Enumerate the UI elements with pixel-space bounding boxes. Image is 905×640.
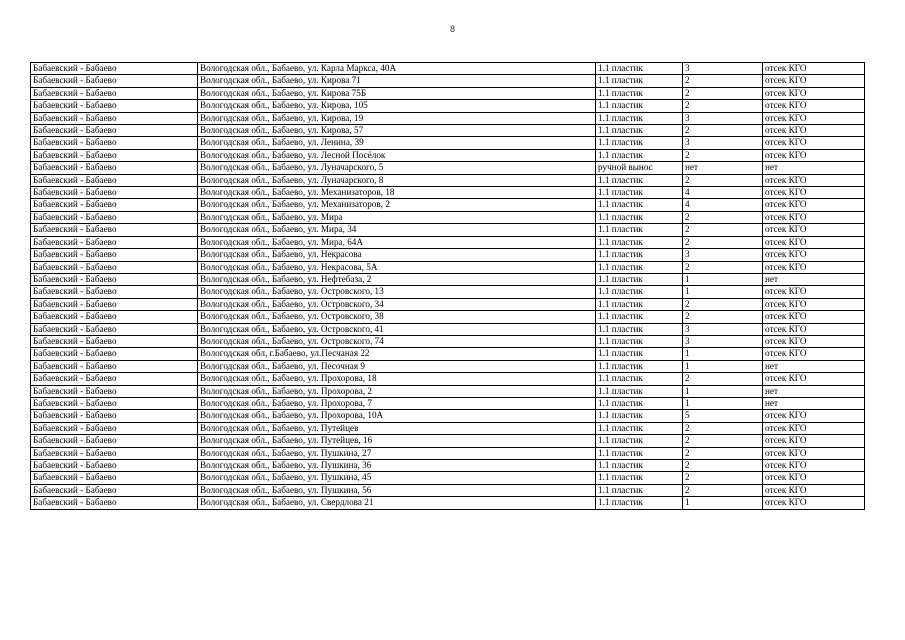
district-cell: Бабаевский - Бабаево — [31, 87, 198, 99]
table-row — [31, 187, 865, 199]
container-count-cell: 2 — [683, 224, 763, 236]
container-count-cell: 2 — [683, 100, 763, 112]
district-cell: Бабаевский - Бабаево — [31, 447, 198, 459]
compartment-cell: отсек КГО — [763, 323, 865, 335]
table-row — [31, 323, 865, 335]
container-type-cell: 1.1 пластик — [596, 236, 683, 248]
container-type-cell: 1.1 пластик — [596, 63, 683, 75]
address-cell: Вологодская обл., Бабаево, ул. Мира, 34 — [198, 224, 596, 236]
container-count-cell: 1 — [683, 385, 763, 397]
district-cell: Бабаевский - Бабаево — [31, 261, 198, 273]
container-type-cell: 1.1 пластик — [596, 435, 683, 447]
compartment-cell: отсек КГО — [763, 211, 865, 223]
container-count-cell: 5 — [683, 410, 763, 422]
container-type-cell: 1.1 пластик — [596, 125, 683, 137]
compartment-cell: отсек КГО — [763, 348, 865, 360]
container-type-cell: 1.1 пластик — [596, 335, 683, 347]
table-row — [31, 211, 865, 223]
address-cell: Вологодская обл., Бабаево, ул. Островского, 38 — [198, 311, 596, 323]
table-row — [31, 286, 865, 298]
table-row — [31, 497, 865, 509]
compartment-cell: отсек КГО — [763, 447, 865, 459]
table-row — [31, 149, 865, 161]
container-count-cell: 1 — [683, 397, 763, 409]
address-cell: Вологодская обл., Бабаево, ул. Прохорова, 7 — [198, 397, 596, 409]
container-type-cell: 1.1 пластик — [596, 261, 683, 273]
address-cell: Вологодская обл., Бабаево, ул. Островского, 13 — [198, 286, 596, 298]
district-cell: Бабаевский - Бабаево — [31, 484, 198, 496]
district-cell: Бабаевский - Бабаево — [31, 360, 198, 372]
compartment-cell: отсек КГО — [763, 472, 865, 484]
table-row — [31, 249, 865, 261]
address-cell: Вологодская обл., Бабаево, ул. Кирова 75Б — [198, 87, 596, 99]
district-cell: Бабаевский - Бабаево — [31, 63, 198, 75]
container-type-cell: 1.1 пластик — [596, 273, 683, 285]
container-type-cell: 1.1 пластик — [596, 472, 683, 484]
compartment-cell: отсек КГО — [763, 125, 865, 137]
compartment-cell: отсек КГО — [763, 497, 865, 509]
compartment-cell: отсек КГО — [763, 187, 865, 199]
table-row — [31, 460, 865, 472]
container-count-cell: 2 — [683, 447, 763, 459]
container-type-cell: 1.1 пластик — [596, 249, 683, 261]
container-count-cell: 4 — [683, 187, 763, 199]
district-cell: Бабаевский - Бабаево — [31, 125, 198, 137]
compartment-cell: отсек КГО — [763, 484, 865, 496]
district-cell: Бабаевский - Бабаево — [31, 373, 198, 385]
table-row — [31, 472, 865, 484]
container-count-cell: 1 — [683, 497, 763, 509]
container-count-cell: 1 — [683, 360, 763, 372]
container-type-cell: 1.1 пластик — [596, 311, 683, 323]
table-row — [31, 435, 865, 447]
district-cell: Бабаевский - Бабаево — [31, 472, 198, 484]
container-type-cell: 1.1 пластик — [596, 298, 683, 310]
container-type-cell: 1.1 пластик — [596, 410, 683, 422]
district-cell: Бабаевский - Бабаево — [31, 187, 198, 199]
district-cell: Бабаевский - Бабаево — [31, 224, 198, 236]
district-cell: Бабаевский - Бабаево — [31, 422, 198, 434]
table-row — [31, 373, 865, 385]
container-type-cell: 1.1 пластик — [596, 100, 683, 112]
compartment-cell: отсек КГО — [763, 460, 865, 472]
container-type-cell: 1.1 пластик — [596, 211, 683, 223]
compartment-cell: отсек КГО — [763, 87, 865, 99]
address-cell: Вологодская обл., Бабаево, ул. Путейцев — [198, 422, 596, 434]
compartment-cell: отсек КГО — [763, 311, 865, 323]
district-cell: Бабаевский - Бабаево — [31, 497, 198, 509]
address-cell: Вологодская обл., Бабаево, ул. Механизаторов, 2 — [198, 199, 596, 211]
table-row — [31, 422, 865, 434]
table-row — [31, 63, 865, 75]
district-cell: Бабаевский - Бабаево — [31, 323, 198, 335]
address-cell: Вологодская обл., Бабаево, ул. Прохорова, 2 — [198, 385, 596, 397]
table-row — [31, 112, 865, 124]
container-type-cell: 1.1 пластик — [596, 360, 683, 372]
compartment-cell: отсек КГО — [763, 137, 865, 149]
container-type-cell: 1.1 пластик — [596, 137, 683, 149]
container-type-cell: 1.1 пластик — [596, 75, 683, 87]
table-row — [31, 447, 865, 459]
container-count-cell: 2 — [683, 125, 763, 137]
container-type-cell: ручной вынос — [596, 162, 683, 174]
compartment-cell: отсек КГО — [763, 100, 865, 112]
address-cell: Вологодская обл., Бабаево, ул. Луначарского, 8 — [198, 174, 596, 186]
compartment-cell: отсек КГО — [763, 286, 865, 298]
address-cell: Вологодская обл., Бабаево, ул. Мира — [198, 211, 596, 223]
address-cell: Вологодская обл., Бабаево, ул. Свердлова 21 — [198, 497, 596, 509]
container-count-cell: 2 — [683, 484, 763, 496]
address-cell: Вологодская обл., Бабаево, ул. Лесной Посёлок — [198, 149, 596, 161]
compartment-cell: отсек КГО — [763, 410, 865, 422]
compartment-cell: нет — [763, 385, 865, 397]
container-count-cell: 2 — [683, 261, 763, 273]
district-cell: Бабаевский - Бабаево — [31, 348, 198, 360]
compartment-cell: отсек КГО — [763, 298, 865, 310]
container-type-cell: 1.1 пластик — [596, 422, 683, 434]
container-type-cell: 1.1 пластик — [596, 397, 683, 409]
district-cell: Бабаевский - Бабаево — [31, 100, 198, 112]
district-cell: Бабаевский - Бабаево — [31, 162, 198, 174]
address-cell: Вологодская обл., Бабаево, ул. Островского, 41 — [198, 323, 596, 335]
district-cell: Бабаевский - Бабаево — [31, 199, 198, 211]
address-cell: Вологодская обл., Бабаево, ул. Кирова 71 — [198, 75, 596, 87]
address-cell: Вологодская обл., Бабаево, ул. Островского, 74 — [198, 335, 596, 347]
address-cell: Вологодская обл., Бабаево, ул. Кирова, 105 — [198, 100, 596, 112]
compartment-cell: отсек КГО — [763, 435, 865, 447]
table-row — [31, 261, 865, 273]
compartment-cell: отсек КГО — [763, 249, 865, 261]
container-count-cell: 2 — [683, 422, 763, 434]
district-cell: Бабаевский - Бабаево — [31, 435, 198, 447]
table-row — [31, 410, 865, 422]
district-cell: Бабаевский - Бабаево — [31, 149, 198, 161]
district-cell: Бабаевский - Бабаево — [31, 137, 198, 149]
table-row — [31, 125, 865, 137]
address-cell: Вологодская обл., Бабаево, ул. Карла Маркса, 40А — [198, 63, 596, 75]
table-row — [31, 199, 865, 211]
container-type-cell: 1.1 пластик — [596, 484, 683, 496]
table-row — [31, 137, 865, 149]
compartment-cell: нет — [763, 360, 865, 372]
table-row — [31, 273, 865, 285]
container-count-cell: 2 — [683, 149, 763, 161]
table-row — [31, 298, 865, 310]
container-type-cell: 1.1 пластик — [596, 385, 683, 397]
address-table — [30, 62, 865, 510]
district-cell: Бабаевский - Бабаево — [31, 112, 198, 124]
district-cell: Бабаевский - Бабаево — [31, 460, 198, 472]
table-row — [31, 360, 865, 372]
compartment-cell: отсек КГО — [763, 63, 865, 75]
district-cell: Бабаевский - Бабаево — [31, 298, 198, 310]
container-type-cell: 1.1 пластик — [596, 199, 683, 211]
container-count-cell: 2 — [683, 174, 763, 186]
district-cell: Бабаевский - Бабаево — [31, 410, 198, 422]
container-type-cell: 1.1 пластик — [596, 497, 683, 509]
compartment-cell: отсек КГО — [763, 174, 865, 186]
address-cell: Вологодская обл., Бабаево, ул. Путейцев, 16 — [198, 435, 596, 447]
table-row — [31, 87, 865, 99]
container-count-cell: нет — [683, 162, 763, 174]
container-type-cell: 1.1 пластик — [596, 87, 683, 99]
container-count-cell: 1 — [683, 286, 763, 298]
compartment-cell: нет — [763, 397, 865, 409]
compartment-cell: отсек КГО — [763, 261, 865, 273]
container-type-cell: 1.1 пластик — [596, 187, 683, 199]
table-row — [31, 174, 865, 186]
container-count-cell: 3 — [683, 137, 763, 149]
compartment-cell: отсек КГО — [763, 199, 865, 211]
address-cell: Вологодская обл., Бабаево, ул. Некрасова — [198, 249, 596, 261]
compartment-cell: отсек КГО — [763, 373, 865, 385]
address-cell: Вологодская обл., Бабаево, ул. Пушкина, 45 — [198, 472, 596, 484]
table-row — [31, 385, 865, 397]
container-count-cell: 3 — [683, 249, 763, 261]
district-cell: Бабаевский - Бабаево — [31, 211, 198, 223]
address-cell: Вологодская обл., Бабаево, ул. Нефтебаза, 2 — [198, 273, 596, 285]
container-count-cell: 2 — [683, 87, 763, 99]
table-row — [31, 311, 865, 323]
table-row — [31, 224, 865, 236]
table-row — [31, 236, 865, 248]
district-cell: Бабаевский - Бабаево — [31, 236, 198, 248]
district-cell: Бабаевский - Бабаево — [31, 286, 198, 298]
container-type-cell: 1.1 пластик — [596, 373, 683, 385]
address-cell: Вологодская обл., Бабаево, ул. Прохорова, 18 — [198, 373, 596, 385]
table-row — [31, 484, 865, 496]
address-cell: Вологодская обл., Бабаево, ул. Песочная 9 — [198, 360, 596, 372]
address-cell: Вологодская обл., Бабаево, ул. Пушкина, 36 — [198, 460, 596, 472]
compartment-cell: отсек КГО — [763, 335, 865, 347]
compartment-cell: отсек КГО — [763, 422, 865, 434]
district-cell: Бабаевский - Бабаево — [31, 75, 198, 87]
container-count-cell: 1 — [683, 273, 763, 285]
table-row — [31, 348, 865, 360]
container-count-cell: 3 — [683, 63, 763, 75]
address-cell: Вологодская обл., Бабаево, ул. Некрасова, 5А — [198, 261, 596, 273]
compartment-cell: нет — [763, 162, 865, 174]
container-type-cell: 1.1 пластик — [596, 447, 683, 459]
table-row — [31, 397, 865, 409]
district-cell: Бабаевский - Бабаево — [31, 174, 198, 186]
compartment-cell: отсек КГО — [763, 112, 865, 124]
container-type-cell: 1.1 пластик — [596, 286, 683, 298]
address-cell: Вологодская обл., Бабаево, ул. Прохорова, 10А — [198, 410, 596, 422]
address-cell: Вологодская обл., Бабаево, ул. Ленина, 39 — [198, 137, 596, 149]
address-cell: Вологодская обл., Бабаево, ул. Мира, 64А — [198, 236, 596, 248]
container-type-cell: 1.1 пластик — [596, 348, 683, 360]
container-count-cell: 4 — [683, 199, 763, 211]
compartment-cell: отсек КГО — [763, 75, 865, 87]
container-type-cell: 1.1 пластик — [596, 112, 683, 124]
address-cell: Вологодская обл., Бабаево, ул. Пушкина, 27 — [198, 447, 596, 459]
table-row — [31, 162, 865, 174]
container-count-cell: 2 — [683, 373, 763, 385]
container-type-cell: 1.1 пластик — [596, 174, 683, 186]
compartment-cell: отсек КГО — [763, 149, 865, 161]
page-number: 8 — [449, 24, 455, 34]
container-count-cell: 3 — [683, 112, 763, 124]
table-row — [31, 100, 865, 112]
container-count-cell: 1 — [683, 348, 763, 360]
container-count-cell: 2 — [683, 460, 763, 472]
address-cell: Вологодская обл., Бабаево, ул. Пушкина, 56 — [198, 484, 596, 496]
container-type-cell: 1.1 пластик — [596, 224, 683, 236]
container-count-cell: 3 — [683, 335, 763, 347]
container-type-cell: 1.1 пластик — [596, 149, 683, 161]
district-cell: Бабаевский - Бабаево — [31, 397, 198, 409]
district-cell: Бабаевский - Бабаево — [31, 273, 198, 285]
container-count-cell: 2 — [683, 311, 763, 323]
container-type-cell: 1.1 пластик — [596, 460, 683, 472]
container-count-cell: 3 — [683, 323, 763, 335]
container-count-cell: 2 — [683, 236, 763, 248]
address-cell: Вологодская обл., Бабаево, ул. Кирова, 19 — [198, 112, 596, 124]
container-count-cell: 2 — [683, 298, 763, 310]
district-cell: Бабаевский - Бабаево — [31, 335, 198, 347]
compartment-cell: отсек КГО — [763, 224, 865, 236]
address-cell: Вологодская обл, г.Бабаево, ул.Песчаная 22 — [198, 348, 596, 360]
address-cell: Вологодская обл., Бабаево, ул. Механизаторов, 18 — [198, 187, 596, 199]
compartment-cell: отсек КГО — [763, 236, 865, 248]
district-cell: Бабаевский - Бабаево — [31, 249, 198, 261]
address-cell: Вологодская обл., Бабаево, ул. Островского, 34 — [198, 298, 596, 310]
table-row — [31, 75, 865, 87]
container-count-cell: 2 — [683, 211, 763, 223]
container-count-cell: 2 — [683, 75, 763, 87]
address-cell: Вологодская обл., Бабаево, ул. Кирова, 57 — [198, 125, 596, 137]
district-cell: Бабаевский - Бабаево — [31, 385, 198, 397]
container-type-cell: 1.1 пластик — [596, 323, 683, 335]
district-cell: Бабаевский - Бабаево — [31, 311, 198, 323]
container-count-cell: 2 — [683, 435, 763, 447]
address-cell: Вологодская обл., Бабаево, ул. Луначарского, 5 — [198, 162, 596, 174]
container-count-cell: 2 — [683, 472, 763, 484]
table-body — [31, 63, 865, 510]
compartment-cell: нет — [763, 273, 865, 285]
table-row — [31, 335, 865, 347]
